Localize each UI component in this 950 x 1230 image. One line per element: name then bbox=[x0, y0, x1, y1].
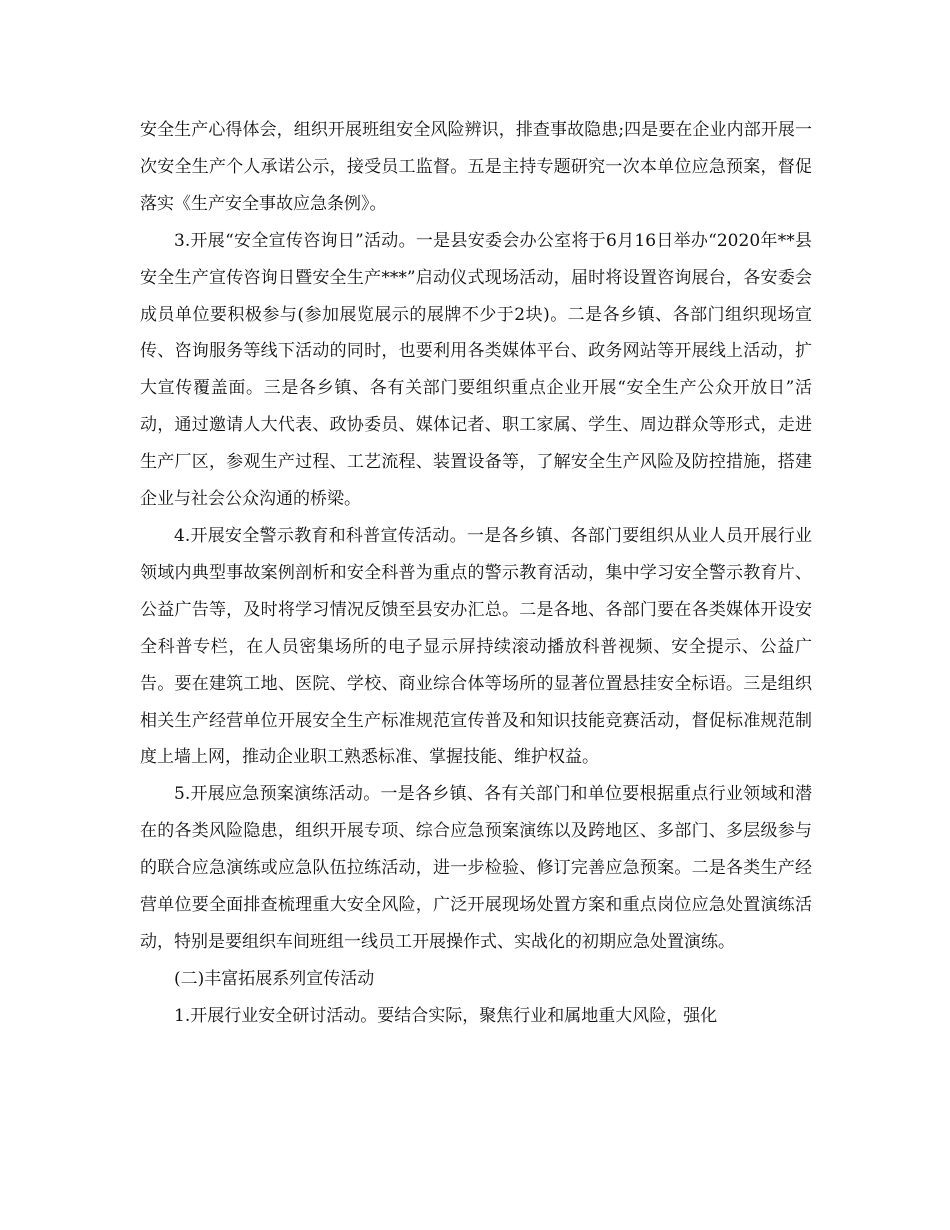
document-page bbox=[140, 112, 812, 1035]
paragraph-warning-education: 4.开展安全警示教育和科普宣传活动。一是各乡镇、各部门要组织从业人员开展行业领域内典型事故案例剖析和安全科普为重点的警示教育活动，集中学习安全警示教育片、公益广告等，及时将学习情况反馈至县安办汇总。二是各地、各部门要在各类媒体开设安全科普专栏，在人员密集场所的电子显示屏持续滚动播放科普视频、安全提示、公益广告。要在建筑工地、医院、学校、商业综合体等场所的显著位置悬挂安全标语。三是组织相关生产经营单位开展安全生产标准规范宣传普及和知识技能竞赛活动，督促标准规范制度上墙上网，推动企业职工熟悉标准、掌握技能、维护权益。 bbox=[140, 525, 812, 768]
paragraph-consultation-day: 3.开展“安全宣传咨询日”活动。一是县安委会办公室将于6月16日举办“2020年**县安全生产宣传咨询日暨安全生产***”启动仪式现场活动，届时将设置咨询展台，各安委会成员单位要积极参与(参加展览展示的展牌不少于2块)。二是各乡镇、各部门组织现场宣传、咨询服务等线下活动的同时，也要利用各类媒体平台、政务网站等开展线上活动，扩大宣传覆盖面。三是各乡镇、各有关部门要组织重点企业开展“安全生产公众开放日”活动，通过邀请人大代表、政协委员、媒体记者、职工家属、学生、周边群众等形式，走进生产厂区，参观生产过程、工艺流程、装置设备等，了解安全生产风险及防控措施，搭建企业与社会公众沟通的桥梁。 bbox=[140, 230, 812, 510]
section-heading: (二)丰富拓展系列宣传活动 bbox=[174, 968, 375, 989]
paragraph-industry-seminar: 1.开展行业安全研讨活动。要结合实际，聚焦行业和属地重大风险，强化 bbox=[174, 1005, 718, 1026]
paragraph-emergency-drill: 5.开展应急预案演练活动。一是各乡镇、各有关部门和单位要根据重点行业领域和潜在的各类风险隐患，组织开展专项、综合应急预案演练以及跨地区、多部门、多层级参与的联合应急演练或应急队伍拉练活动，进一步检验、修订完善应急预案。二是各类生产经营单位要全面排查梳理重大安全风险，广泛开展现场处置方案和重点岗位应急处置演练活动，特别是要组织车间班组一线员工开展操作式、实战化的初期应急处置演练。 bbox=[140, 784, 812, 952]
paragraph-continued: 安全生产心得体会，组织开展班组安全风险辨识，排查事故隐患;四是要在企业内部开展一次安全生产个人承诺公示，接受员工监督。五是主持专题研究一次本单位应急预案，督促落实《生产安全事故应急条例》。 bbox=[140, 120, 812, 214]
